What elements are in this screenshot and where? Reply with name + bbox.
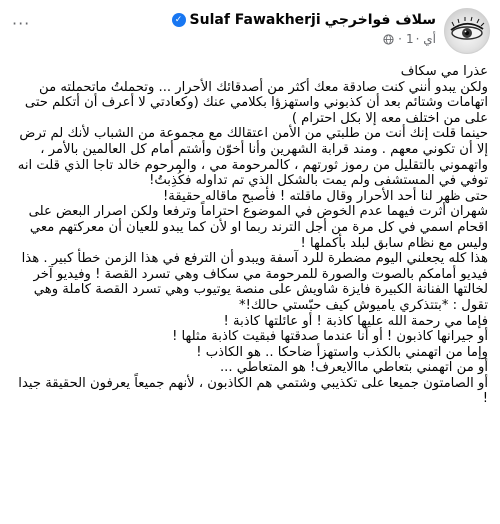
author-name-latin[interactable]: Sulaf Fawakherji <box>189 12 321 28</box>
globe-icon[interactable] <box>383 34 394 45</box>
meta-separator: · <box>398 32 402 46</box>
post-meta <box>172 32 436 46</box>
author-name-arabic[interactable]: سلاف فواخرجي <box>324 12 436 28</box>
post-time-number: 1 <box>406 32 414 46</box>
post-paragraph: شهران أثرت فيهما عدم الخوض في الموضوع احتراماً وترفعا ولكن اصرار البعض على اقحام اسمي في كل مرة من أجل الترند ربما او لأن كما يبدو للعيان أن معركتهم معي وليس مع نظام سابق لبلد بأكملها ! <box>28 204 488 251</box>
post-body <box>12 64 488 407</box>
author-row <box>172 12 436 28</box>
post-paragraph: ولكن يبدو أنني كنت صادقة معك أكثر من أصدقائك الأحرار ... وتحملتُ ماتحملته من اتهامات وشتائم بعد أن كذبوني واستهزؤا بكلامي عنك (وكعادتي لا أعرف أن أتكلم حتى على من اختلف معه إلا بكل احترام ) <box>24 79 488 126</box>
post-paragraph: هذا كله يجعلني اليوم مضطرة للرد آسفة ويبدو أن الترفع في هذا الزمن خطأ كبير . هذا فيديو أمامكم بالصوت والصورة للمرحومة مي سكاف وهي تسرد القصة ! وفيديو آخر لخالتها الفنانة الكبيرة فايزة شاويش على منصة يوتيوب وهي تسرد القصة كاملة وهي تقول : *بتتذكري ياميوش كيف حبّستي حالك!* <box>21 251 488 313</box>
post-paragraph: أو جيرانها كاذبون ! أو أنا عندما صدقتها فبقيت كاذبة مثلها ! <box>172 329 488 345</box>
post-header <box>10 8 490 58</box>
more-options-icon[interactable]: ··· <box>12 14 31 33</box>
author-block <box>172 12 436 46</box>
post-paragraph: أو من اتهمني بتعاطي ماالايعرف! هو المتعاطي ... <box>219 360 488 376</box>
post-paragraph: عذرا مي سكاف <box>400 64 488 79</box>
post-paragraph: حينما قلت إنك أنت من طلبتي من الأمن اعتقالك مع مجموعة من الشباب لأنك لم ترض إلا أن تكوني معهم . ومند قرابة الشهرين وأنا أخوّن وأشتم أمام كل العالمين بالأمر ، واتهموني بالتقليل من رموز ثورتهم ، كالمرحومة مي ، والمرحوم خالد تاجا الذي قلت انه توفي في المستشفى ولم يمت بالشكل الذي تم تداوله فكُذِبتُ! <box>17 126 488 189</box>
author-avatar[interactable] <box>444 8 490 54</box>
post-paragraph: حتى ظهر لنا أحد الأحرار وقال ماقلته ! فأصبح ماقاله حقيقة! <box>163 188 488 204</box>
post-time[interactable]: أي · <box>415 32 436 46</box>
post-paragraph: وإما من اتهمني بالكذب واستهزأ ضاحكا .. هو الكاذب ! <box>196 344 488 360</box>
verified-badge-icon: ✓ <box>172 13 186 27</box>
post-paragraph: أو الصامتون جميعا على تكذيبي وشتمي هم الكاذبون ، لأنهم جميعاً يعرفون الحقيقة جيدا ! <box>18 375 488 407</box>
avatar-eye-image <box>445 9 489 53</box>
post-paragraph: فإما مي رحمة الله عليها كاذبة ! أو عائلتها كاذبة ! <box>223 313 488 329</box>
